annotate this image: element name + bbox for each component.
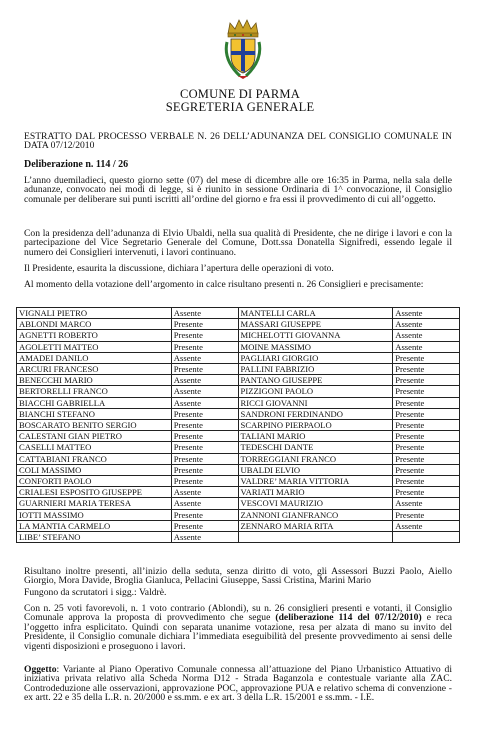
councillor-name: LIBE’ STEFANO xyxy=(17,532,172,543)
councillor-name: TORREGGIANI FRANCO xyxy=(238,453,393,464)
attendance-table xyxy=(16,307,460,543)
table-row xyxy=(17,476,460,487)
attendance-status: Presente xyxy=(393,476,460,487)
attendance-status: Assente xyxy=(171,397,238,408)
councillor-name: PIZZIGONI PAOLO xyxy=(238,386,393,397)
vote-deliberation-ref: (deliberazione 114 del 07/12/2010) xyxy=(275,612,422,624)
table-row xyxy=(17,330,460,341)
councillor-name: CATTABIANI FRANCO xyxy=(17,453,172,464)
attendance-status: Presente xyxy=(171,509,238,520)
attendance-status: Presente xyxy=(393,375,460,386)
attendance-status: Assente xyxy=(171,308,238,319)
attendance-status: Assente xyxy=(171,487,238,498)
vote-moment-paragraph: Al momento della votazione dell’argomento in calce risultano presenti n. 26 Consiglieri e precisamente: xyxy=(24,279,424,290)
parma-coat-of-arms-icon xyxy=(222,18,264,80)
councillor-name: UBALDI ELVIO xyxy=(238,464,393,475)
attendance-status: Presente xyxy=(171,520,238,531)
table-row xyxy=(17,487,460,498)
attendance-status: Assente xyxy=(393,330,460,341)
subject-text: : Variante al Piano Operativo Comunale connessa all’attuazione del Piano Urbanistico Attuativo di iniziativa privata relativo alla Scheda Norma D12 - Strada Baganzola e contestuale variante alla ZAC. Controdeduzione alle osservazioni, approvazione POC, approvazione PUA e relativo schema di convenzione - ex artt. 22 e 35 della L.R. n. 20/2000 e ss.mm. e ex art. 3 della L.R. 15/2001 e ss.mm. - I.E. xyxy=(24,664,452,704)
councillor-name: TALIANI MARIO xyxy=(238,431,393,442)
vote-text-a: Con n. 25 voti favorevoli, n. 1 voto contrario (Ablondi), su n. 26 consiglieri presenti e votanti, il Consiglio Comunale approva la proposta di provvedimento che segue xyxy=(24,603,452,624)
councillor-name: PANTANO GIUSEPPE xyxy=(238,375,393,386)
table-row xyxy=(17,420,460,431)
councillor-name: CALESTANI GIAN PIETRO xyxy=(17,431,172,442)
opening-paragraph: Il Presidente, esaurita la discussione, dichiara l’apertura delle operazioni di voto. xyxy=(24,263,334,274)
table-row xyxy=(17,386,460,397)
councillor-name: BENECCHI MARIO xyxy=(17,375,172,386)
attendance-status: Presente xyxy=(393,487,460,498)
attendance-status: Presente xyxy=(171,319,238,330)
councillor-name: MOINE MASSIMO xyxy=(238,341,393,352)
attendance-status: Assente xyxy=(171,532,238,543)
attendance-status: Presente xyxy=(171,341,238,352)
table-row xyxy=(17,308,460,319)
councillor-name: MICHELOTTI GIOVANNA xyxy=(238,330,393,341)
councillor-name: MANTELLI CARLA xyxy=(238,308,393,319)
councillor-name: LA MANTIA CARMELO xyxy=(17,520,172,531)
attendance-status xyxy=(393,532,460,543)
councillor-name: BIACCHI GABRIELLA xyxy=(17,397,172,408)
attendance-status: Assente xyxy=(393,341,460,352)
councillor-name: RICCI GIOVANNI xyxy=(238,397,393,408)
councillor-name: VIGNALI PIETRO xyxy=(17,308,172,319)
councillor-name: BERTORELLI FRANCO xyxy=(17,386,172,397)
attendance-status: Presente xyxy=(171,464,238,475)
table-row xyxy=(17,509,460,520)
councillor-name: CONFORTI PAOLO xyxy=(17,476,172,487)
table-row xyxy=(17,498,460,509)
councillor-name: TEDESCHI DANTE xyxy=(238,442,393,453)
councillor-name: SANDRONI FERDINANDO xyxy=(238,408,393,419)
attendance-status: Presente xyxy=(393,352,460,363)
councillor-name: SCARPINO PIERPAOLO xyxy=(238,420,393,431)
scrutineers-line: Fungono da scrutatori i sigg.: Valdrè. xyxy=(24,587,167,598)
table-row xyxy=(17,319,460,330)
attendance-status: Presente xyxy=(393,464,460,475)
councillor-name: PAGLIARI GIORGIO xyxy=(238,352,393,363)
attendance-status: Presente xyxy=(171,431,238,442)
attendance-status: Presente xyxy=(171,330,238,341)
subject-paragraph xyxy=(24,665,452,703)
presidency-paragraph: Con la presidenza dell’adunanza di Elvio Ubaldi, nella sua qualità di Presidente, che ne dirige i lavori e con la partecipazione del Vice Segretario Generale del Comune, Dott.ssa Donatella Signifredi, essendo legale il numero dei Consiglieri intervenuti, i lavori continuano. xyxy=(24,228,452,258)
attendance-status: Presente xyxy=(393,509,460,520)
councillor-name: VARIATI MARIO xyxy=(238,487,393,498)
intro-paragraph: L’anno duemiladieci, questo giorno sette (07) del mese di dicembre alle ore 16:35 in Parma, nella sala delle adunanze, convocato nei modi di legge, si è riunito in sessione Ordinaria di 1^ convocazione, il Consiglio comunale per deliberare sui punti iscritti all’ordine del giorno e fra essi il provvedimento di cui all’oggetto. xyxy=(24,175,452,205)
city-name: COMUNE DI PARMA xyxy=(180,87,300,101)
table-row xyxy=(17,431,460,442)
table-row xyxy=(17,364,460,375)
councillor-name: ARCURI FRANCESO xyxy=(17,364,172,375)
table-row xyxy=(17,341,460,352)
table-row xyxy=(17,442,460,453)
councillor-name: AGNETTI ROBERTO xyxy=(17,330,172,341)
attendance-status: Presente xyxy=(393,453,460,464)
deliberation-number: Deliberazione n. 114 / 26 xyxy=(24,159,129,170)
table-row xyxy=(17,375,460,386)
attendance-status: Presente xyxy=(393,431,460,442)
extract-title: ESTRATTO DAL PROCESSO VERBALE N. 26 DELL’ADUNANZA DEL CONSIGLIO COMUNALE IN DATA 07/12/2010 xyxy=(24,131,452,152)
attendance-status: Presente xyxy=(171,453,238,464)
attendance-status: Assente xyxy=(171,498,238,509)
office-name: SEGRETERIA GENERALE xyxy=(165,100,315,114)
attendance-status: Assente xyxy=(171,352,238,363)
councillor-name: AGOLETTI MATTEO xyxy=(17,341,172,352)
attendance-status: Presente xyxy=(393,397,460,408)
attendance-status: Presente xyxy=(171,420,238,431)
attendance-status: Presente xyxy=(171,442,238,453)
councillor-name: IOTTI MASSIMO xyxy=(17,509,172,520)
attendance-status: Presente xyxy=(393,364,460,375)
table-row xyxy=(17,397,460,408)
attendance-status: Presente xyxy=(171,408,238,419)
councillor-name: VESCOVI MAURIZIO xyxy=(238,498,393,509)
vote-result-paragraph xyxy=(24,604,452,651)
table-row xyxy=(17,520,460,531)
table-row xyxy=(17,464,460,475)
attendance-status: Assente xyxy=(393,308,460,319)
councillor-name: PALLINI FABRIZIO xyxy=(238,364,393,375)
table-row xyxy=(17,453,460,464)
councillor-name: CASELLI MATTEO xyxy=(17,442,172,453)
attendance-status: Presente xyxy=(393,442,460,453)
also-present-paragraph: Risultano inoltre presenti, all’inizio della seduta, senza diritto di voto, gli Assessori Buzzi Paolo, Aiello Giorgio, Mora Davide, Broglia Gianluca, Pellacini Giuseppe, Sassi Cristina, Marini Mario xyxy=(24,566,452,587)
table-row xyxy=(17,352,460,363)
councillor-name: ZANNONI GIANFRANCO xyxy=(238,509,393,520)
attendance-status: Assente xyxy=(393,498,460,509)
table-row xyxy=(17,532,460,543)
attendance-status: Assente xyxy=(171,386,238,397)
attendance-status: Presente xyxy=(393,386,460,397)
councillor-name: COLI MASSIMO xyxy=(17,464,172,475)
subject-label: Oggetto xyxy=(24,664,57,675)
attendance-status: Assente xyxy=(393,520,460,531)
vote-text-b: e reca l’oggetto infra esplicitato. Quindi con separata unanime votazione, resa per alzata di mano su invito del Presidente, il Consiglio comunale dichiara l’immediata eseguibilità del presente provvedimento ai sensi delle vigenti disposizioni e proseguono i lavori. xyxy=(24,612,452,652)
councillor-name: CRIALESI ESPOSITO GIUSEPPE xyxy=(17,487,172,498)
councillor-name: GUARNIERI MARIA TERESA xyxy=(17,498,172,509)
councillor-name: ABLONDI MARCO xyxy=(17,319,172,330)
councillor-name: BIANCHI STEFANO xyxy=(17,408,172,419)
councillor-name: ZENNARO MARIA RITA xyxy=(238,520,393,531)
table-row xyxy=(17,408,460,419)
attendance-status: Assente xyxy=(171,375,238,386)
attendance-status: Presente xyxy=(171,364,238,375)
attendance-status: Presente xyxy=(171,476,238,487)
attendance-status: Presente xyxy=(393,420,460,431)
councillor-name: BOSCARATO BENITO SERGIO xyxy=(17,420,172,431)
councillor-name xyxy=(238,532,393,543)
attendance-status: Presente xyxy=(393,408,460,419)
councillor-name: AMADEI DANILO xyxy=(17,352,172,363)
councillor-name: MASSARI GIUSEPPE xyxy=(238,319,393,330)
councillor-name: VALDRE’ MARIA VITTORIA xyxy=(238,476,393,487)
attendance-status: Assente xyxy=(393,319,460,330)
